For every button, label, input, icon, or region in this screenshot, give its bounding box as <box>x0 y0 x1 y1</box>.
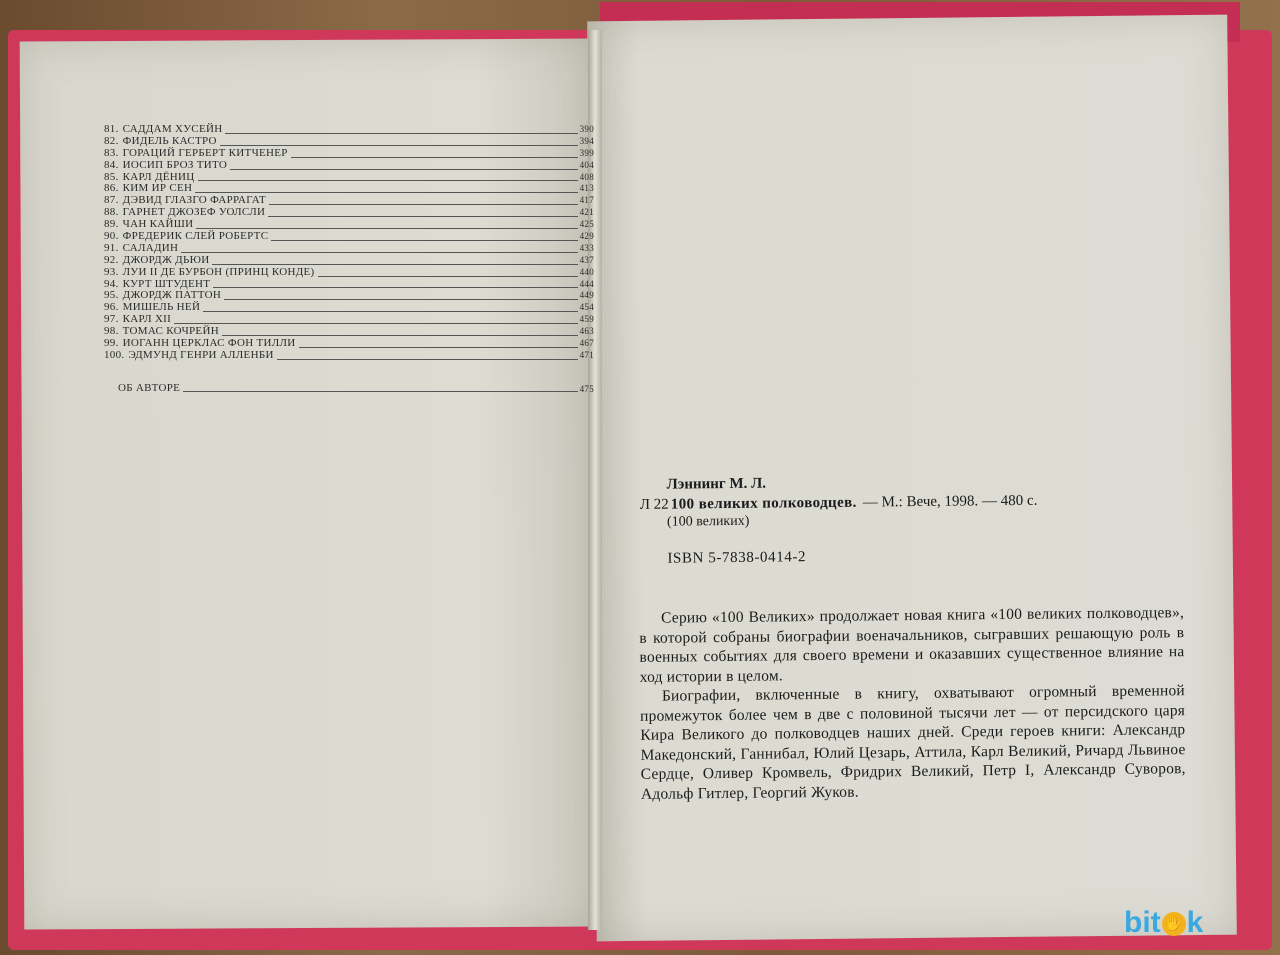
toc-entry <box>104 267 594 279</box>
toc-leader-line <box>203 310 577 312</box>
toc-entry-number: 83. <box>104 146 119 159</box>
isbn: ISBN 5-7838-0414-2 <box>667 549 807 567</box>
watermark-text-start: bit <box>1124 906 1161 939</box>
toc-leader-line <box>225 132 577 134</box>
toc-leader-line <box>268 215 577 217</box>
toc-entry-number: 92. <box>104 253 119 266</box>
toc-entry-page: 444 <box>579 278 594 289</box>
toc-leader-line <box>318 275 578 277</box>
toc-entry-page: 429 <box>579 231 594 241</box>
toc-entry-title: ЛУИ II ДЕ БУРБОН (ПРИНЦ КОНДЕ) <box>122 265 315 278</box>
toc-entry-title: КУРТ ШТУДЕНТ <box>122 277 211 290</box>
toc-leader-line <box>183 390 577 392</box>
toc-entry-number: 89. <box>104 218 119 231</box>
series-name: (100 великих) <box>666 513 750 530</box>
table-of-contents <box>104 124 594 394</box>
toc-entry-title: ФРЕДЕРИК СЛЕЙ РОБЕРТС <box>122 230 269 242</box>
toc-entry-title: ИОГАНН ЦЕРКЛАС ФОН ТИЛЛИ <box>122 337 296 350</box>
toc-entry-number: 93. <box>104 265 119 278</box>
toc-entry-number: 81. <box>104 122 119 135</box>
toc-entry-number: 87. <box>104 194 119 207</box>
toc-entry <box>104 302 594 314</box>
toc-entry-page: 408 <box>579 171 594 182</box>
toc-entry-title: ИОСИП БРОЗ ТИТО <box>122 158 228 171</box>
toc-about-page: 475 <box>579 383 594 394</box>
toc-entry-page: 467 <box>579 338 594 349</box>
catalog-card <box>640 471 1201 568</box>
toc-entry-page: 399 <box>579 147 594 158</box>
toc-leader-line <box>196 227 577 229</box>
toc-leader-line <box>195 191 577 193</box>
toc-entry-page: 421 <box>579 207 594 218</box>
toc-entry-page: 463 <box>579 326 594 337</box>
toc-entry <box>104 243 594 255</box>
toc-entry-page: 404 <box>579 159 594 170</box>
toc-entry-page: 449 <box>579 290 594 301</box>
toc-entry-page: 425 <box>579 219 594 230</box>
toc-entry-number: 86. <box>104 182 119 195</box>
annotation-paragraph-2: Биографии, включенные в книгу, охватывают огромный временной промежуток более чем в две с половиной тысячи лет — от персидского царя Кира Великого до полководцев наших дней. Среди героев книги: Александр Македонский, Ганнибал, Юлий Цезарь, Аттила, Карл Великий, Ричард Львиное Сердце, Оливер Кромвель, Фридрих Великий, Петр I, Александр Суворов, Адольф Гитлер, Георгий Жуков. <box>640 682 1186 803</box>
toc-entry-title: ГОРАЦИЙ ГЕРБЕРТ КИТЧЕНЕР <box>122 146 288 159</box>
toc-entry-number: 97. <box>104 313 119 326</box>
toc-entry-number: 91. <box>104 241 119 254</box>
toc-leader-line <box>220 144 578 146</box>
toc-leader-line <box>213 286 577 288</box>
toc-entry-title: ЧАН КАЙШИ <box>122 218 194 231</box>
toc-entry <box>104 160 594 172</box>
toc-entry-page: 417 <box>579 195 594 206</box>
toc-entry-title: КАРЛ ДЁНИЦ <box>122 170 195 183</box>
toc-leader-line <box>277 358 578 360</box>
toc-entry-number: 99. <box>104 337 119 350</box>
toc-entry-page: 471 <box>579 349 594 360</box>
toc-entry-title: МИШЕЛЬ НЕЙ <box>122 301 201 314</box>
toc-entry-title: ЭДМУНД ГЕНРИ АЛЛЕНБИ <box>128 348 274 361</box>
book-title: 100 великих полководцев. <box>670 494 857 513</box>
toc-about-title: ОБ АВТОРЕ <box>118 381 181 394</box>
toc-entry-title: САДДАМ ХУСЕЙН <box>122 122 223 135</box>
toc-leader-line <box>174 322 577 324</box>
toc-entry-number: 88. <box>104 206 119 219</box>
toc-entry-page: 394 <box>579 135 594 146</box>
toc-entry-number: 85. <box>104 170 119 183</box>
toc-entry-title: КАРЛ XII <box>122 313 172 326</box>
toc-entry-page: 390 <box>579 123 594 134</box>
hand-icon: ✋ <box>1162 912 1186 936</box>
toc-entry-page: 440 <box>579 266 594 277</box>
toc-leader-line <box>291 156 578 158</box>
toc-entry-title: КИМ ИР СЕН <box>122 182 193 195</box>
toc-entry-title: ГАРНЕТ ДЖОЗЕФ УОЛСЛИ <box>122 206 266 219</box>
toc-leader-line <box>181 251 577 253</box>
toc-entry-title: ФИДЕЛЬ КАСТРО <box>122 134 217 147</box>
toc-leader-line <box>269 203 578 205</box>
toc-entry-number: 82. <box>104 134 119 147</box>
toc-entry-page: 437 <box>579 254 594 265</box>
toc-entry-number: 84. <box>104 158 119 171</box>
toc-leader-line <box>224 298 578 300</box>
toc-entry <box>104 148 594 160</box>
author-name: Лэннинг М. Л. <box>666 475 767 493</box>
toc-entry-title: ДЖОРДЖ ПАТТОН <box>122 289 222 302</box>
toc-entry-title: ДЖОРДЖ ДЬЮИ <box>122 253 210 266</box>
toc-entry-page: 413 <box>579 183 594 194</box>
toc-leader-line <box>230 168 577 170</box>
toc-entry-number: 94. <box>104 277 119 290</box>
toc-entry-page: 454 <box>579 302 594 313</box>
toc-entry-title: ДЭВИД ГЛАЗГО ФАРРАГАТ <box>122 194 267 207</box>
watermark-logo <box>1124 906 1203 940</box>
toc-leader-line <box>271 239 577 241</box>
toc-entry <box>104 350 594 362</box>
toc-leader-line <box>222 334 578 336</box>
toc-entry-title: САЛАДИН <box>122 241 179 254</box>
toc-leader-line <box>198 179 578 181</box>
annotation-paragraph-1: Серию «100 Великих» продолжает новая книга «100 великих полководцев», в которой собраны биографии военачальников, сыгравших решающую роль в военных событиях для своего времени и оказавших существенное влияние на ход истории в целом. <box>639 604 1185 686</box>
toc-entry-page: 433 <box>579 242 594 253</box>
imprint: — М.: Вече, 1998. — 480 с. <box>862 492 1038 511</box>
toc-entry <box>104 255 594 267</box>
toc-entry-number: 96. <box>104 301 119 314</box>
toc-entry-number: 95. <box>104 289 119 302</box>
toc-leader-line <box>212 263 577 265</box>
toc-entry-page: 459 <box>579 314 594 325</box>
toc-entry-title: ТОМАС КОЧРЕЙН <box>122 325 219 338</box>
toc-entry <box>104 136 594 148</box>
toc-entry-number: 100. <box>104 348 125 361</box>
toc-entry-number: 90. <box>104 230 119 242</box>
annotation <box>639 603 1186 804</box>
toc-entry-number: 98. <box>104 325 119 338</box>
toc-leader-line <box>299 346 578 348</box>
watermark-text-end: k <box>1186 906 1204 939</box>
library-code: Л 22 <box>639 496 669 513</box>
toc-about-author <box>114 380 594 394</box>
